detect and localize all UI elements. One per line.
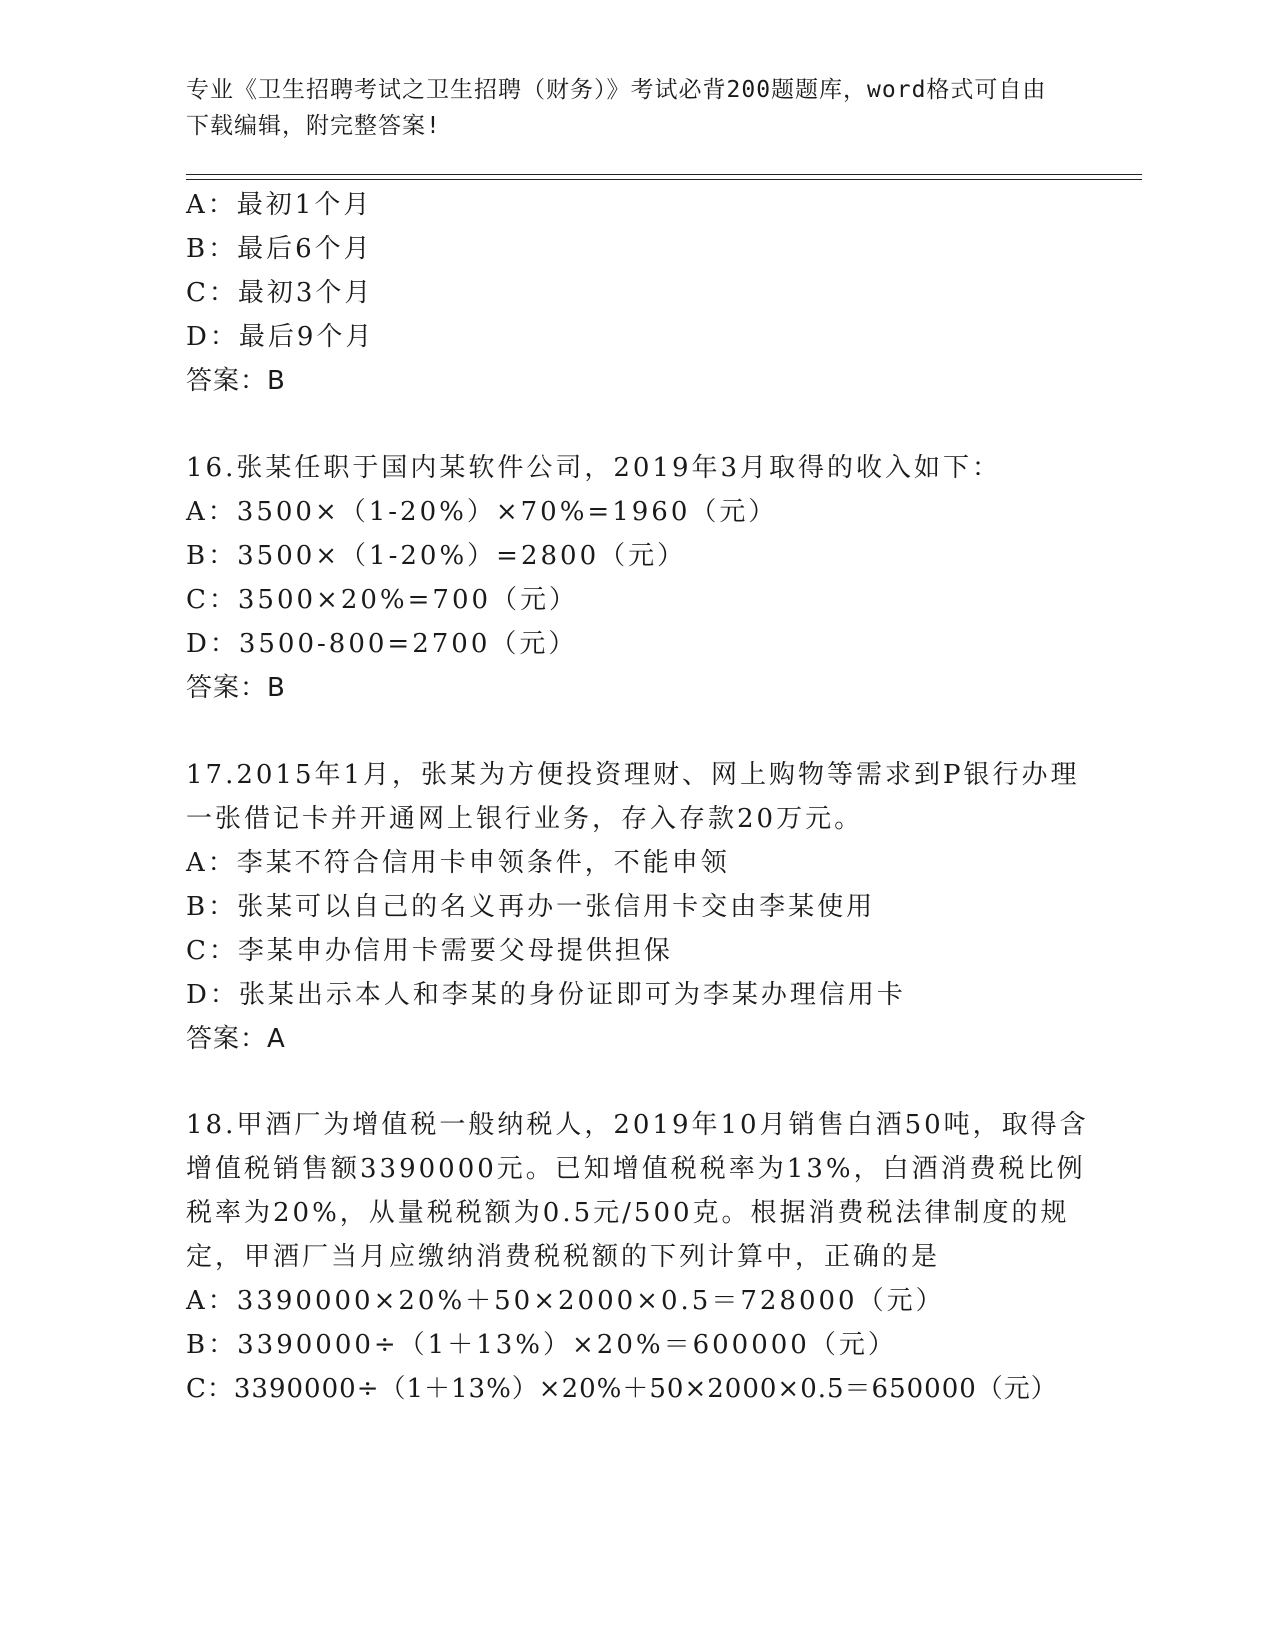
q16-answer: 答案：B	[186, 673, 286, 703]
q17-question-line-1: 17.2015年1月，张某为方便投资理财、网上购物等需求到P银行办理	[186, 760, 1080, 790]
q17-option-b: B：张某可以自己的名义再办一张信用卡交由李某使用	[186, 892, 876, 922]
q16-option-a: A：3500×（1-20%）×70%=1960（元）	[186, 497, 778, 527]
q18-question-line-2: 增值税销售额3390000元。已知增值税税率为13%，白酒消费税比例	[186, 1154, 1086, 1184]
q15-answer: 答案：B	[186, 366, 286, 396]
document-header: 专业《卫生招聘考试之卫生招聘（财务）》考试必背200题题库，word格式可自由下载编辑，附完整答案!	[186, 77, 1047, 139]
q18-option-b: B：3390000÷（1＋13%）×20%＝600000（元）	[186, 1330, 897, 1360]
q18-question-line-1: 18.甲酒厂为增值税一般纳税人，2019年10月销售白酒50吨，取得含	[186, 1110, 1089, 1140]
q17-answer: 答案：A	[186, 1024, 286, 1054]
q16-option-b: B：3500×（1-20%）=2800（元）	[186, 541, 687, 571]
q17-question-line-2: 一张借记卡并开通网上银行业务，存入存款20万元。	[186, 804, 864, 834]
q16-question: 16.张某任职于国内某软件公司，2019年3月取得的收入如下：	[186, 453, 1002, 483]
q18-option-c: C：3390000÷（1＋13%）×20%＋50×2000×0.5＝650000（元）	[186, 1374, 1058, 1404]
q15-option-c: C：最初3个月	[186, 278, 374, 308]
q18-question-line-3: 税率为20%，从量税税额为0.5元/500克。根据消费税法律制度的规	[186, 1198, 1070, 1228]
header-divider-bottom	[186, 179, 1142, 180]
q17-option-a: A：李某不符合信用卡申领条件，不能申领	[186, 848, 730, 878]
q15-option-d: D：最后9个月	[186, 322, 375, 352]
q18-question-line-4: 定，甲酒厂当月应缴纳消费税税额的下列计算中，正确的是	[186, 1242, 941, 1272]
q16-option-d: D：3500-800=2700（元）	[186, 629, 578, 659]
q15-option-a: A：最初1个月	[186, 190, 373, 220]
q17-option-d: D：张某出示本人和李某的身份证即可为李某办理信用卡	[186, 980, 906, 1010]
q16-option-c: C：3500×20%=700（元）	[186, 585, 579, 615]
q15-option-b: B：最后6个月	[186, 234, 373, 264]
header-divider-top	[186, 174, 1142, 175]
q17-option-c: C：李某申办信用卡需要父母提供担保	[186, 936, 673, 966]
q18-option-a: A：3390000×20%＋50×2000×0.5＝728000（元）	[186, 1286, 945, 1316]
